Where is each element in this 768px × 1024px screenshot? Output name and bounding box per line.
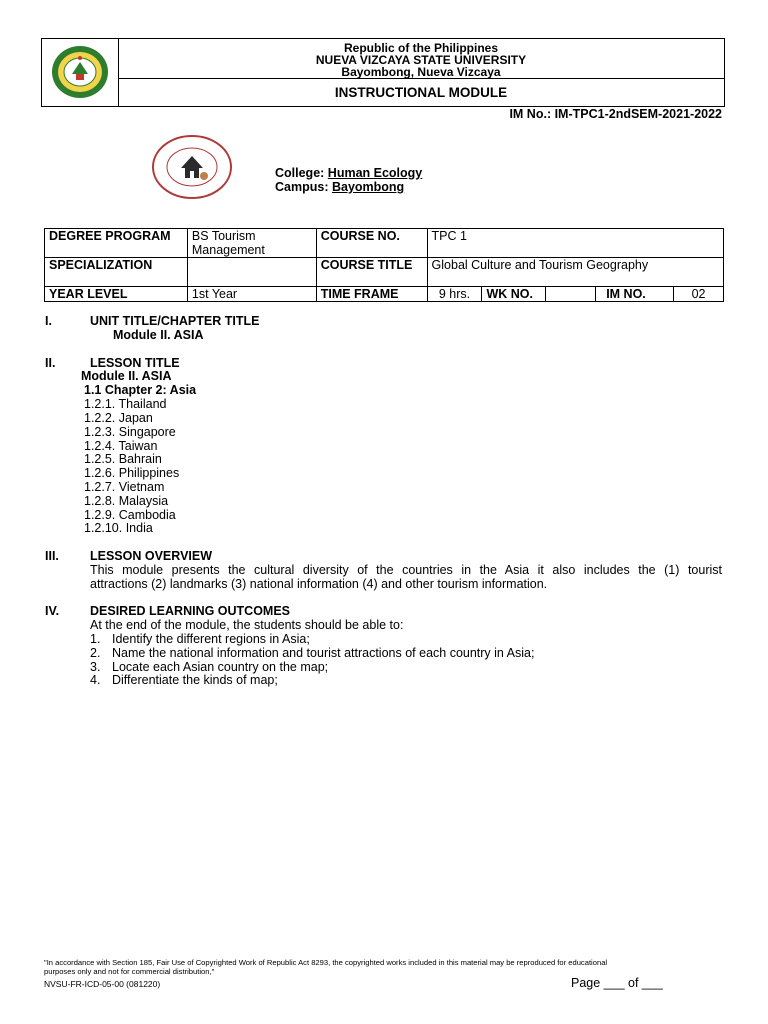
time-frame-label: TIME FRAME <box>316 287 427 302</box>
list-item: 1.2.5. Bahrain <box>84 452 162 466</box>
year-level-label: YEAR LEVEL <box>45 287 188 302</box>
campus-line <box>275 180 404 194</box>
list-item: 1.2.1. Thailand <box>84 397 167 411</box>
outcome-text: Identify the different regions in Asia; <box>112 632 310 646</box>
section-1-number: I. <box>45 314 52 328</box>
page-number: Page ___ of ___ <box>571 976 663 990</box>
im-no-value: 02 <box>674 287 724 302</box>
college-label: College: <box>275 166 325 180</box>
university-location: Bayombong, Nueva Vizcaya <box>341 65 501 79</box>
section-4-title: DESIRED LEARNING OUTCOMES <box>90 604 291 618</box>
outcome-item <box>90 660 328 674</box>
list-item: 1.2.4. Taiwan <box>84 439 158 453</box>
outcome-number: 3. <box>90 660 101 674</box>
outcome-number: 1. <box>90 632 101 646</box>
section-1-title: UNIT TITLE/CHAPTER TITLE <box>90 314 260 328</box>
degree-value: BS Tourism Management <box>187 229 316 258</box>
outcome-item <box>90 673 278 687</box>
overview-line-1: This module presents the cultural diversity of the countries in the Asia it also includes the (1) tourist <box>90 563 722 577</box>
republic-line: Republic of the Philippines <box>343 41 498 55</box>
list-item: 1.2.10. India <box>84 521 153 535</box>
list-item: 1.2.3. Singapore <box>84 425 176 439</box>
section-3-number: III. <box>45 549 59 563</box>
outcome-number: 4. <box>90 673 101 687</box>
section-1-subtitle: Module II. ASIA <box>113 328 204 342</box>
outcomes-intro: At the end of the module, the students should be able to: <box>90 618 404 632</box>
list-item: 1.2.2. Japan <box>84 411 153 425</box>
list-item: 1.2.6. Philippines <box>84 466 180 480</box>
wk-no-value <box>546 287 596 302</box>
outcome-text: Name the national information and tourist attractions of each country in Asia; <box>112 646 535 660</box>
campus-label: Campus: <box>275 180 329 194</box>
outcome-item <box>90 646 534 660</box>
copyright-notice-line-1: "In accordance with Section 185, Fair Use of Copyrighted Work of Republic Act 8293, the copyrighted works included in this material may be reproduced for educational <box>44 958 608 967</box>
logo-cell <box>42 39 119 106</box>
course-title-label: COURSE TITLE <box>316 258 427 287</box>
course-info-table <box>44 228 724 302</box>
course-no-label: COURSE NO. <box>316 229 427 258</box>
college-value: Human Ecology <box>327 166 423 180</box>
time-frame-value: 9 hrs. <box>427 287 482 302</box>
specialization-value <box>187 258 316 287</box>
course-title-value: Global Culture and Tourism Geography <box>427 258 723 287</box>
college-line <box>275 166 422 180</box>
list-item: 1.2.9. Cambodia <box>84 508 176 522</box>
wk-no-label: WK NO. <box>482 287 546 302</box>
university-seal-icon <box>50 44 110 100</box>
section-2-title: LESSON TITLE <box>90 356 180 370</box>
list-item: 1.2.8. Malaysia <box>84 494 169 508</box>
section-2-chapter: 1.1 Chapter 2: Asia <box>84 383 197 397</box>
campus-value: Bayombong <box>331 180 405 194</box>
form-code: NVSU-FR-ICD-05-00 (081220) <box>44 979 161 989</box>
copyright-notice-line-2: purposes only and not for commercial distribution," <box>44 967 215 976</box>
university-name: NUEVA VIZCAYA STATE UNIVERSITY <box>315 53 527 67</box>
copyright-notice <box>44 958 722 976</box>
outcome-text: Locate each Asian country on the map; <box>112 660 329 674</box>
outcome-number: 2. <box>90 646 101 660</box>
section-3-title: LESSON OVERVIEW <box>90 549 213 563</box>
overview-line-2: attractions (2) landmarks (3) national information (4) and other tourism information. <box>90 577 548 591</box>
section-4-number: IV. <box>45 604 60 618</box>
list-item: 1.2.7. Vietnam <box>84 480 165 494</box>
document-title: INSTRUCTIONAL MODULE <box>334 85 508 100</box>
outcome-item <box>90 632 310 646</box>
college-seal-icon <box>151 134 233 200</box>
section-2-number: II. <box>45 356 56 370</box>
outcome-text: Differentiate the kinds of map; <box>112 673 278 687</box>
im-number: IM No.: IM-TPC1-2ndSEM-2021-2022 <box>509 107 722 121</box>
degree-label: DEGREE PROGRAM <box>45 229 188 258</box>
section-2-module: Module II. ASIA <box>81 369 172 383</box>
im-no-label: IM NO. <box>596 287 674 302</box>
course-no-value: TPC 1 <box>427 229 723 258</box>
header-box <box>41 38 725 107</box>
year-level-value: 1st Year <box>187 287 316 302</box>
header-divider <box>118 78 724 79</box>
specialization-label: SPECIALIZATION <box>45 258 188 287</box>
